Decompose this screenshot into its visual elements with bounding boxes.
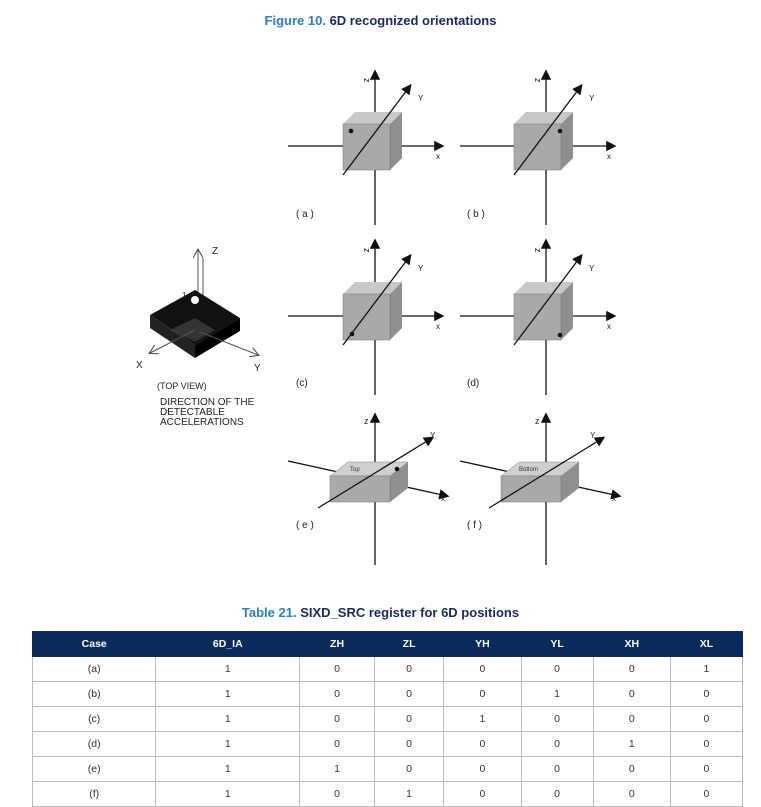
table-cell: 0	[593, 782, 670, 807]
table-cell: 0	[374, 757, 443, 782]
table-row	[33, 707, 743, 732]
panel-b	[460, 72, 614, 225]
chip-top-view-label: (TOP VIEW)	[157, 381, 207, 391]
table-cell: 0	[300, 657, 375, 682]
table-cell: 0	[300, 682, 375, 707]
table-cell: 0	[521, 657, 593, 682]
chip-pin-label: 1	[182, 291, 187, 300]
direction-label-1: DIRECTION OF THE	[160, 397, 255, 408]
table-cell: 0	[670, 757, 742, 782]
chip-y-label: Y	[254, 363, 261, 374]
table-cell: 0	[521, 707, 593, 732]
table-row	[33, 732, 743, 757]
table-caption	[0, 605, 761, 620]
table-cell: 0	[300, 707, 375, 732]
chip-illustration	[136, 246, 261, 428]
table-row	[33, 782, 743, 807]
svg-text:z: z	[362, 248, 372, 253]
table-cell: 0	[300, 782, 375, 807]
table-cell: 0	[444, 682, 521, 707]
table-cell: 1	[156, 657, 300, 682]
sixd-src-table	[32, 631, 743, 807]
svg-text:x: x	[612, 494, 616, 503]
table-cell: 1	[156, 782, 300, 807]
svg-text:Y: Y	[589, 264, 595, 273]
table-cell: 1	[156, 757, 300, 782]
svg-text:Y: Y	[590, 431, 596, 440]
table-cell: (a)	[33, 657, 156, 682]
table-cell: 0	[300, 732, 375, 757]
svg-text:Y: Y	[589, 94, 595, 103]
table-cell: 0	[374, 707, 443, 732]
table-cell: (f)	[33, 782, 156, 807]
panel-c	[288, 241, 442, 395]
panel-f-label: ( f )	[467, 520, 482, 531]
table-cell: 1	[444, 707, 521, 732]
chip-x-label: X	[136, 360, 143, 371]
svg-text:x: x	[436, 322, 440, 331]
panel-d	[460, 241, 614, 395]
svg-text:Y: Y	[418, 264, 424, 273]
table-cell: 0	[521, 757, 593, 782]
svg-text:x: x	[436, 152, 440, 161]
table-cell: 1	[670, 657, 742, 682]
panel-c-label: (c)	[296, 378, 308, 389]
table-cell: (d)	[33, 732, 156, 757]
panel-e	[288, 415, 447, 565]
svg-text:Y: Y	[418, 94, 424, 103]
table-cell: 0	[593, 657, 670, 682]
panel-d-label: (d)	[467, 378, 480, 389]
panel-b-label: ( b )	[467, 209, 485, 220]
col-header-zl: ZL	[374, 632, 443, 657]
col-header-yl: YL	[521, 632, 593, 657]
svg-text:x: x	[441, 494, 445, 503]
panel-f-face-label: Bottom	[519, 467, 539, 473]
table-cell: 0	[374, 657, 443, 682]
chip-z-label: Z	[212, 246, 219, 257]
table-cell: 1	[374, 782, 443, 807]
table-header-row	[33, 632, 743, 657]
table-cell: 0	[593, 682, 670, 707]
table-cell: (b)	[33, 682, 156, 707]
col-header-case: Case	[33, 632, 156, 657]
table-cell: 0	[521, 732, 593, 757]
col-header-xh: XH	[593, 632, 670, 657]
figure-caption-number: Figure 10.	[264, 13, 326, 28]
table-cell: 0	[374, 732, 443, 757]
table-row	[33, 682, 743, 707]
panel-a-label: ( a )	[296, 209, 314, 220]
panel-a	[288, 72, 442, 225]
table-cell: 0	[670, 782, 742, 807]
table-cell: 1	[156, 682, 300, 707]
direction-label-2: DETECTABLE	[160, 407, 225, 418]
col-header-xl: XL	[670, 632, 742, 657]
svg-text:z: z	[533, 78, 543, 83]
table-cell: 0	[593, 707, 670, 732]
panel-f	[460, 415, 619, 565]
table-cell: 0	[670, 682, 742, 707]
svg-text:x: x	[607, 322, 611, 331]
table-cell: 1	[300, 757, 375, 782]
table-cell: 1	[521, 682, 593, 707]
table-row	[33, 757, 743, 782]
table-cell: 0	[444, 782, 521, 807]
table-caption-title: SIXD_SRC register for 6D positions	[300, 605, 520, 620]
col-header-yh: YH	[444, 632, 521, 657]
table-cell: 0	[444, 732, 521, 757]
table-cell: 0	[670, 732, 742, 757]
table-cell: (e)	[33, 757, 156, 782]
table-cell: 1	[593, 732, 670, 757]
svg-text:z: z	[535, 416, 540, 426]
table-cell: 0	[593, 757, 670, 782]
direction-label-3: ACCELERATIONS	[160, 417, 244, 428]
table-cell: 0	[374, 682, 443, 707]
table-cell: 1	[156, 732, 300, 757]
svg-text:x: x	[607, 152, 611, 161]
table-cell: 0	[444, 757, 521, 782]
table-cell: 0	[444, 657, 521, 682]
table-cell: 0	[521, 782, 593, 807]
table-cell: (c)	[33, 707, 156, 732]
table-row	[33, 657, 743, 682]
svg-text:z: z	[364, 416, 369, 426]
svg-text:z: z	[362, 78, 372, 83]
col-header-zh: ZH	[300, 632, 375, 657]
table-cell: 1	[156, 707, 300, 732]
panel-e-label: ( e )	[296, 520, 314, 531]
table-cell: 0	[670, 707, 742, 732]
svg-text:z: z	[533, 248, 543, 253]
svg-text:Y: Y	[430, 431, 436, 440]
panel-e-face-label: Top	[350, 467, 360, 473]
figure-caption-title: 6D recognized orientations	[329, 13, 497, 28]
table-caption-number: Table 21.	[241, 605, 297, 620]
chip-pin1-dot	[191, 296, 199, 304]
col-header-6d-ia: 6D_IA	[156, 632, 300, 657]
